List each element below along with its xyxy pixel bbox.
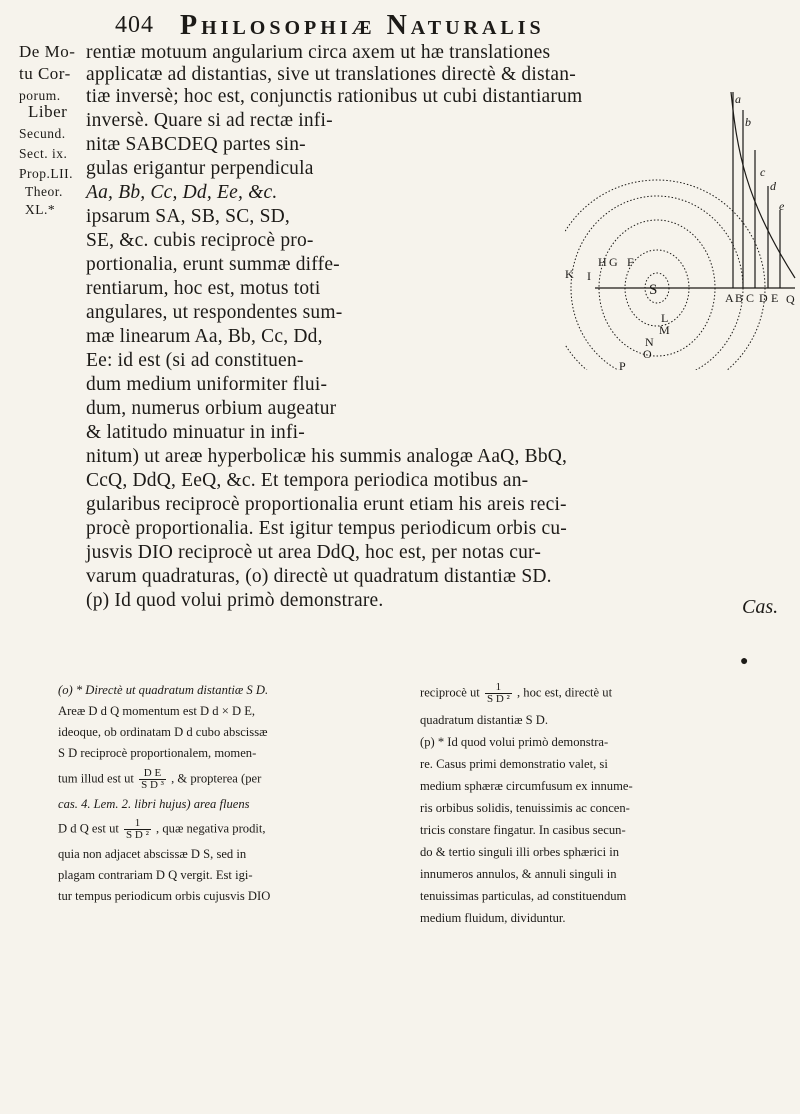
label-L: L — [661, 311, 669, 325]
label-N: N — [645, 335, 654, 349]
text-line: tiæ inversè; hoc est, conjunctis rationibus ut cubi distantiarum — [86, 86, 583, 107]
side-note-liber: Liber — [28, 102, 68, 121]
label-b: b — [745, 115, 751, 129]
footnote-line: ris orbibus solidis, tenuissimis ac concen- — [420, 801, 630, 815]
footnote-line: re. Casus primi demonstratio valet, si — [420, 757, 608, 771]
footnote-line: cas. 4. Lem. 2. libri hujus) area fluens — [58, 797, 250, 811]
text-line: gularibus reciprocè proportionalia erunt etiam his areis reci- — [86, 494, 567, 515]
footnote-text: , hoc est, directè ut — [516, 685, 613, 700]
text-line: mæ linearum Aa, Bb, Cc, Dd, — [86, 326, 323, 347]
footnote-line: S D reciprocè proportionalem, momen- — [58, 746, 257, 760]
text-line: Ee: id est (si ad constituen- — [86, 350, 304, 371]
text-line: angulares, ut respondentes sum- — [86, 302, 343, 323]
footnote-line: (o) * Directè ut quadratum distantiæ S D. — [58, 683, 269, 697]
hyperbola-curve — [731, 92, 795, 278]
label-a: a — [735, 92, 741, 106]
fraction-denominator: S D ² — [126, 829, 149, 841]
side-note-tu-cor: tu Cor- — [19, 64, 71, 83]
footnote-line: medium sphæræ circumfusum ex innume- — [420, 779, 633, 793]
label-I: I — [587, 269, 591, 283]
label-B: B — [735, 291, 744, 305]
text-line: portionalia, erunt summæ diffe- — [86, 254, 340, 275]
footnote-line: tur tempus periodicum orbis cujusvis DIO — [58, 889, 271, 903]
footnote-line-fraction — [420, 682, 612, 705]
label-c: c — [760, 165, 766, 179]
text-line: varum quadraturas, (o) directè ut quadratum distantiæ SD. — [86, 566, 552, 587]
text-line: applicatæ ad distantias, sive ut translationes directè & distan- — [86, 64, 576, 85]
text-line: nitæ SABCDEQ partes sin- — [86, 134, 306, 155]
fraction — [124, 818, 151, 841]
side-note-theor: Theor. — [25, 184, 63, 199]
label-P: P — [619, 359, 626, 370]
text-line: rentiarum, hoc est, motus toti — [86, 278, 321, 299]
label-S: S — [649, 282, 658, 298]
text-line: nitum) ut areæ hyperbolicæ his summis analogæ AaQ, BbQ, — [86, 446, 568, 467]
footnote-line-fraction — [58, 818, 266, 841]
footnote-line: Areæ D d Q momentum est D d × D E, — [58, 704, 256, 718]
label-K: K — [565, 267, 574, 281]
ornament-dot: ● — [740, 654, 749, 669]
text-line: CcQ, DdQ, EeQ, &c. Et tempora periodica motibus an- — [86, 470, 529, 491]
orbit-diagram-svg — [565, 90, 797, 370]
fraction-numerator: D E — [139, 768, 166, 780]
footnote-text: , & propterea (per — [171, 771, 262, 786]
footnote-line: innumeros annulos, & annuli singuli in — [420, 867, 617, 881]
footnote-text: reciprocè ut — [420, 685, 480, 700]
text-line: dum, numerus orbium augeatur — [86, 398, 337, 419]
text-line: SE, &c. cubis reciprocè pro- — [86, 230, 314, 251]
side-note-secund: Secund. — [19, 126, 66, 141]
fraction-numerator: 1 — [124, 818, 151, 830]
fraction — [485, 682, 512, 705]
catchword: Cas. — [742, 596, 779, 618]
footnote-line: medium fluidum, dividuntur. — [420, 911, 566, 925]
fraction-denominator: S D ³ — [141, 779, 164, 791]
text-line: Aa, Bb, Cc, Dd, Ee, &c. — [86, 182, 278, 203]
text-line: & latitudo minuatur in infi- — [86, 422, 305, 443]
label-e: e — [779, 199, 785, 213]
label-d: d — [770, 179, 776, 193]
text-line: (p) Id quod volui primò demonstrare. — [86, 590, 384, 611]
label-A: A — [725, 291, 734, 305]
page-number: 404 — [115, 12, 154, 38]
footnote-line: quadratum distantiæ S D. — [420, 713, 549, 727]
label-H: H — [598, 255, 607, 269]
side-note-de-motu: De Mo- — [19, 42, 76, 61]
text-line: procè proportionalia. Est igitur tempus periodicum orbis cu- — [86, 518, 567, 539]
text-line: rentiæ motuum angularium circa axem ut hæ translationes — [86, 42, 551, 63]
fraction — [139, 768, 166, 791]
footnote-line: ideoque, ob ordinatam D d cubo abscissæ — [58, 725, 268, 739]
text-line: ipsarum SA, SB, SC, SD, — [86, 206, 290, 227]
running-head: Philosophiæ Naturalis — [180, 10, 545, 41]
side-note-xl: XL.* — [25, 202, 56, 217]
side-note-porum: porum. — [19, 88, 61, 103]
label-F: F — [627, 255, 634, 269]
footnote-line: quia non adjacet abscissæ D S, sed in — [58, 847, 247, 861]
text-line: jusvis DIO reciprocè ut area DdQ, hoc est, per notas cur- — [86, 542, 542, 563]
orbit-line — [565, 180, 765, 370]
footnote-line: plagam contrariam D Q vergit. Est igi- — [58, 868, 253, 882]
fraction-numerator: 1 — [485, 682, 512, 694]
footnote-line: (p) * Id quod volui primò demonstra- — [420, 735, 609, 749]
text-line: dum medium uniformiter flui- — [86, 374, 328, 395]
side-note-sect: Sect. ix. — [19, 146, 68, 161]
label-Q: Q — [786, 292, 795, 306]
label-D: D — [759, 291, 768, 305]
footnote-line: tenuissimas particulas, ad constituendum — [420, 889, 627, 903]
label-M: M — [659, 323, 670, 337]
orbit-diagram — [565, 90, 797, 370]
fraction-denominator: S D ² — [486, 693, 510, 705]
label-G: G — [609, 255, 618, 269]
footnote-line: do & tertio singuli illi orbes sphærici in — [420, 845, 620, 859]
label-E: E — [771, 291, 779, 305]
footnote-text: , quæ negativa prodit, — [156, 821, 266, 836]
label-O: O — [643, 347, 652, 361]
footnote-line-fraction — [58, 768, 261, 791]
footnote-text: D d Q est ut — [58, 821, 119, 836]
text-line: gulas erigantur perpendicula — [86, 158, 314, 179]
text-line: inversè. Quare si ad rectæ infi- — [86, 110, 333, 131]
side-note-prop: Prop.LII. — [19, 166, 73, 181]
footnote-text: tum illud est ut — [58, 771, 134, 786]
footnote-line: tricis constare fingatur. In casibus secun- — [420, 823, 626, 837]
label-C: C — [746, 291, 755, 305]
